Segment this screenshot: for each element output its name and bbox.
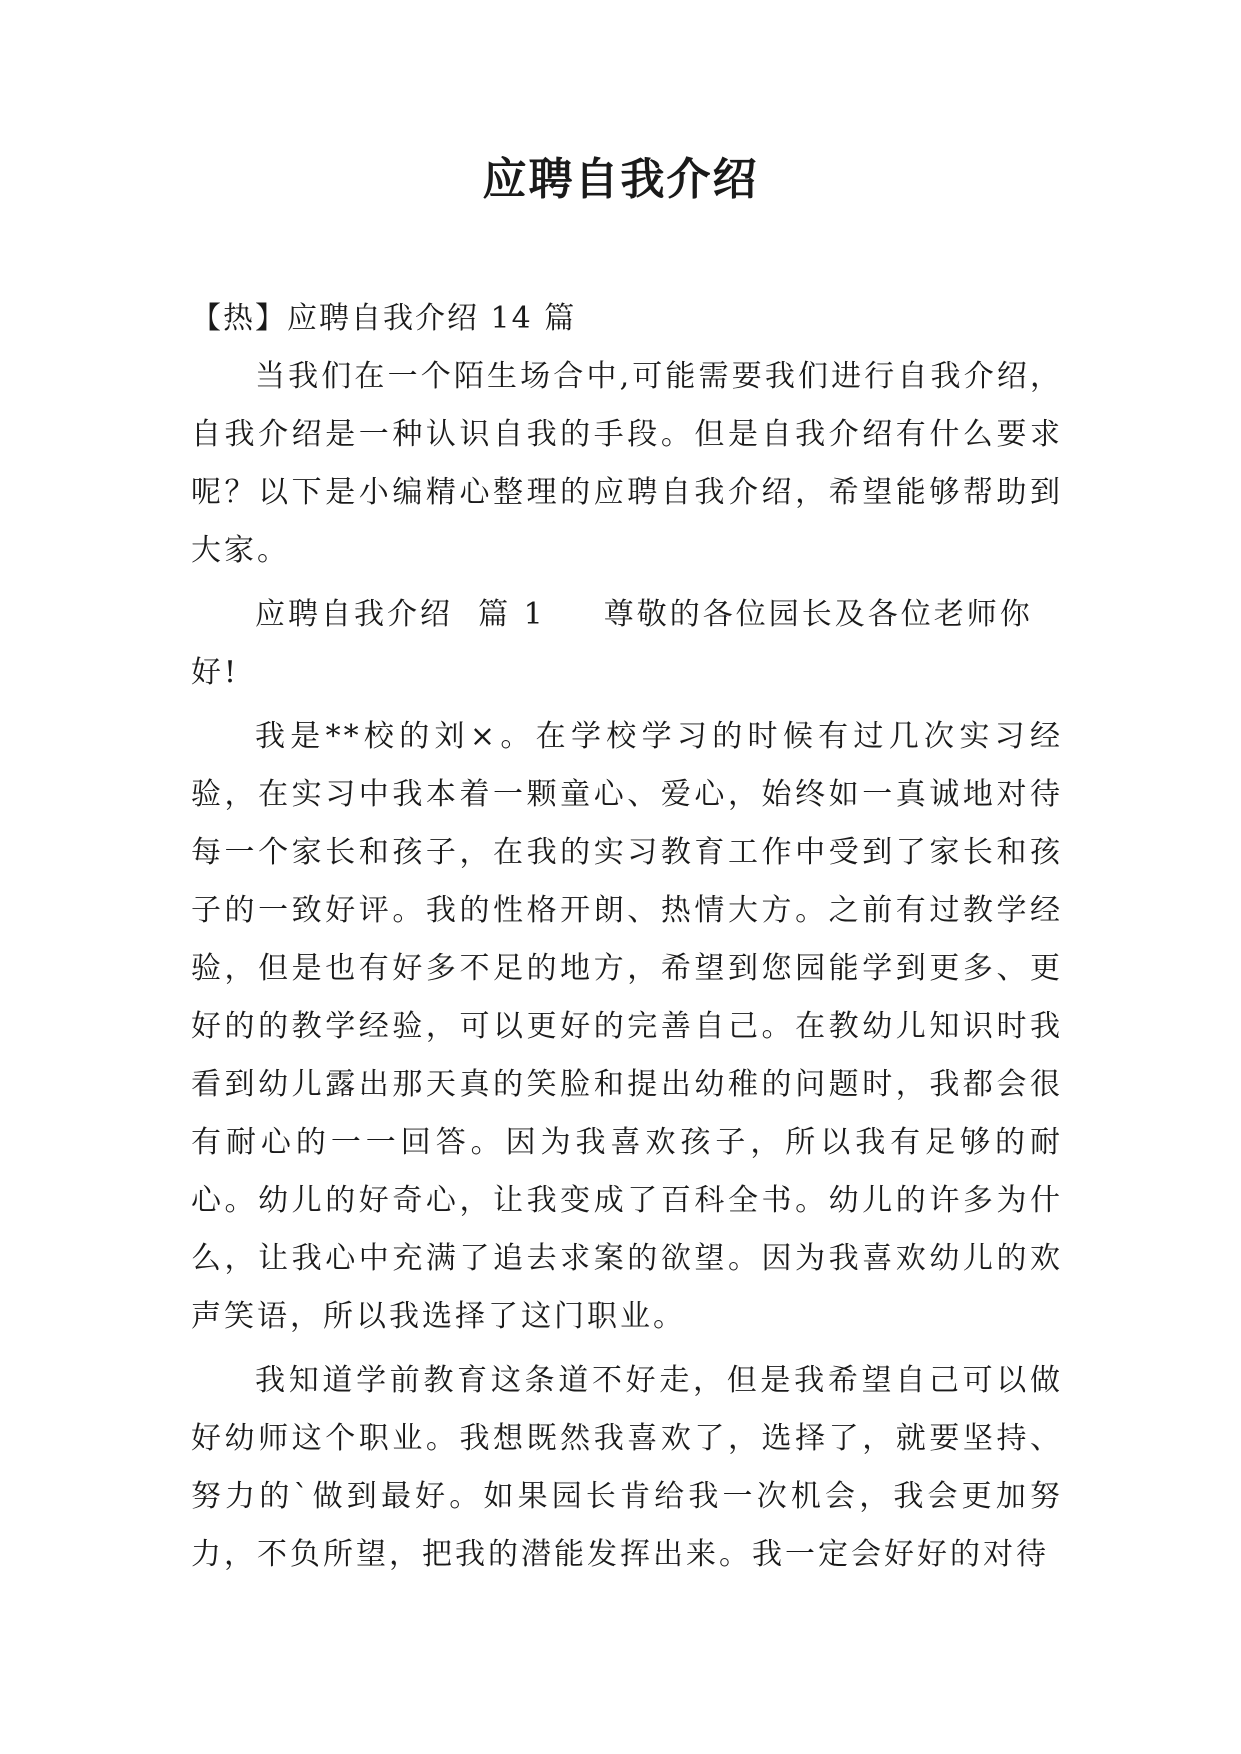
body-paragraph-1: 我是**校的刘×。在学校学习的时候有过几次实习经验，在实习中我本着一颗童心、爱心，始终如一真诚地对待每一个家长和孩子，在我的实习教育工作中受到了家长和孩子的一致好评。我的性格开朗、热情大方。之前有过教学经验，但是也有好多不足的地方，希望到您园能学到更多、更好的的教学经验，可以更好的完善自己。在教幼儿知识时我看到幼儿露出那天真的笑脸和提出幼稚的问题时，我都会很有耐心的一一回答。因为我喜欢孩子，所以我有足够的耐心。幼儿的好奇心，让我变成了百科全书。幼儿的许多为什么，让我心中充满了追去求案的欲望。因为我喜欢幼儿的欢声笑语，所以我选择了这门职业。 <box>191 719 1063 1334</box>
intro-paragraph: 当我们在一个陌生场合中,可能需要我们进行自我介绍，自我介绍是一种认识自我的手段。但是自我介绍有什么要求呢？以下是小编精心整理的应聘自我介绍，希望能够帮助到大家。 <box>191 359 1063 568</box>
document-title: 应聘自我介绍 <box>482 154 759 205</box>
document-body <box>191 290 1063 1584</box>
section-1-greeting: 尊敬的各位园长及各位老师你好! <box>191 597 1033 690</box>
body-paragraph-2: 我知道学前教育这条道不好走，但是我希望自己可以做好幼师这个职业。我想既然我喜欢了，选择了，就要坚持、努力的`做到最好。如果园长肯给我一次机会，我会更加努力，不负所望，把我的潜能发挥出来。我一定会好好的对待 <box>191 1363 1063 1572</box>
section-1-heading: 应聘自我介绍 篇 1 <box>255 597 546 632</box>
section-1-line <box>191 586 1063 702</box>
document-subtitle: 【热】应聘自我介绍 14 篇 <box>191 301 577 336</box>
